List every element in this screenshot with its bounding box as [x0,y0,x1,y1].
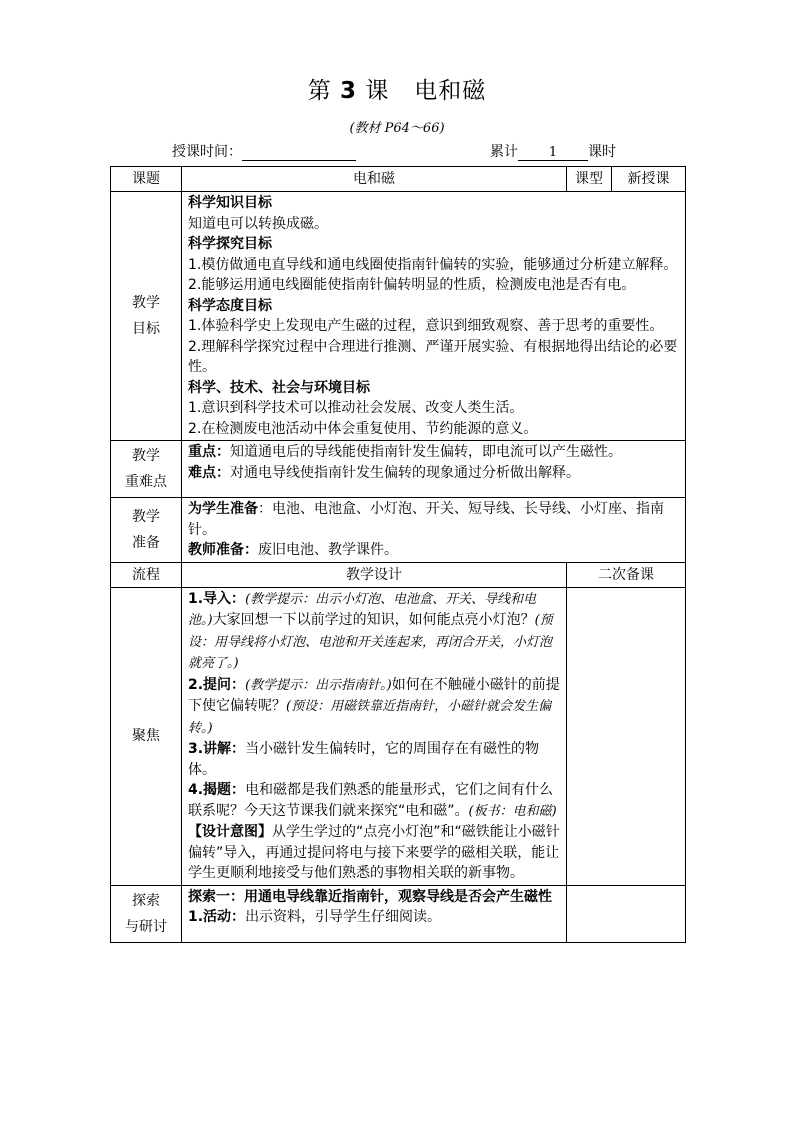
focus-second-prep [567,587,686,885]
flow-header-row [111,562,686,587]
topic-value: 电和磁 [182,167,567,192]
keypoints-content: 重点：知道通电后的导线能使指南针发生偏转，即电流可以产生磁性。 难点：对通电导线使指南针发生偏转的现象通过分析做出解释。 [182,441,686,498]
total-hours-value: 1 [518,145,588,161]
page-title: 第 3 课 电和磁 [307,78,487,104]
design-header: 教学设计 [182,562,567,587]
total-hours: 累计 1 课时 [490,144,616,160]
keypoints-label: 教学 重难点 [111,441,182,498]
lesson-number: 3 [340,78,358,104]
explore-row [111,885,686,942]
explore-content: 探索一：用通电导线靠近指南针，观察导线是否会产生磁性 1.活动：出示资料，引导学生仔细阅读。 [182,885,567,942]
teaching-time-blank [242,146,356,161]
focus-label: 聚焦 [111,587,182,885]
teaching-time: 授课时间： [172,141,356,161]
prep-content: 为学生准备：电池、电池盒、小灯泡、开关、短导线、长导线、小灯座、指南针。 教师准备：废旧电池、教学课件。 [182,498,686,563]
objectives-content: 科学知识目标 知道电可以转换成磁。 科学探究目标 1.模仿做通电直导线和通电线圈使指南针偏转的实验，能够通过分析建立解释。 2.能够运用通电线圈能使指南针偏转明显的性质，检测废电池是否有电。 科学态度目标 1.体验科学史上发现电产生磁的过程，意识到细致观察、善于思考的重要性。 2.理解科学探究过程中合理进行推测、严谨开展实验、有根据地得出结论的必要性。 科学、技术、社会与环境目标 1.意识到科学技术可以推动社会发展、改变人类生活。 2.在检测废电池活动中体会重复使用、节约能源的意义。 [182,192,686,441]
prep-row [111,498,686,563]
prep-label: 教学 准备 [111,498,182,563]
explore-label: 探索 与研讨 [111,885,182,942]
lesson-plan-table [110,166,686,943]
explore-second-prep [567,885,686,942]
topic-row [111,167,686,192]
textbook-pages: (教材 P64～66) [349,121,445,136]
objectives-row [111,192,686,441]
lesson-type-label: 课型 [567,167,612,192]
second-prep-header: 二次备课 [567,562,686,587]
objectives-label: 教学 目标 [111,192,182,441]
topic-label: 课题 [111,167,182,192]
focus-row [111,587,686,885]
keypoints-row [111,441,686,498]
focus-content: 1.导入：(教学提示：出示小灯泡、电池盒、开关、导线和电池。)大家回想一下以前学过的知识，如何能点亮小灯泡？(预设：用导线将小灯泡、电池和开关连起来，再闭合开关，小灯泡就亮了。) 2.提问：(教学提示：出示指南针。)如何在不触碰小磁针的前提下使它偏转呢？(预设：用磁铁靠近指南针，小磁针就会发生偏转。) 3.讲解：当小磁针发生偏转时，它的周围存在有磁性的物体。 4.揭题：电和磁都是我们熟悉的能量形式，它们之间有什么联系呢？今天这节课我们就来探究“电和磁”。(板书：电和磁) 【设计意图】从学生学过的“点亮小灯泡”和“磁铁能让小磁针偏转”导入，再通过提问将电与接下来要学的磁相关联，能让学生更顺利地接受与他们熟悉的事物相关联的新事物。 [182,587,567,885]
lesson-type-value: 新授课 [612,167,686,192]
flow-header: 流程 [111,562,182,587]
lesson-topic: 电和磁 [414,78,487,104]
